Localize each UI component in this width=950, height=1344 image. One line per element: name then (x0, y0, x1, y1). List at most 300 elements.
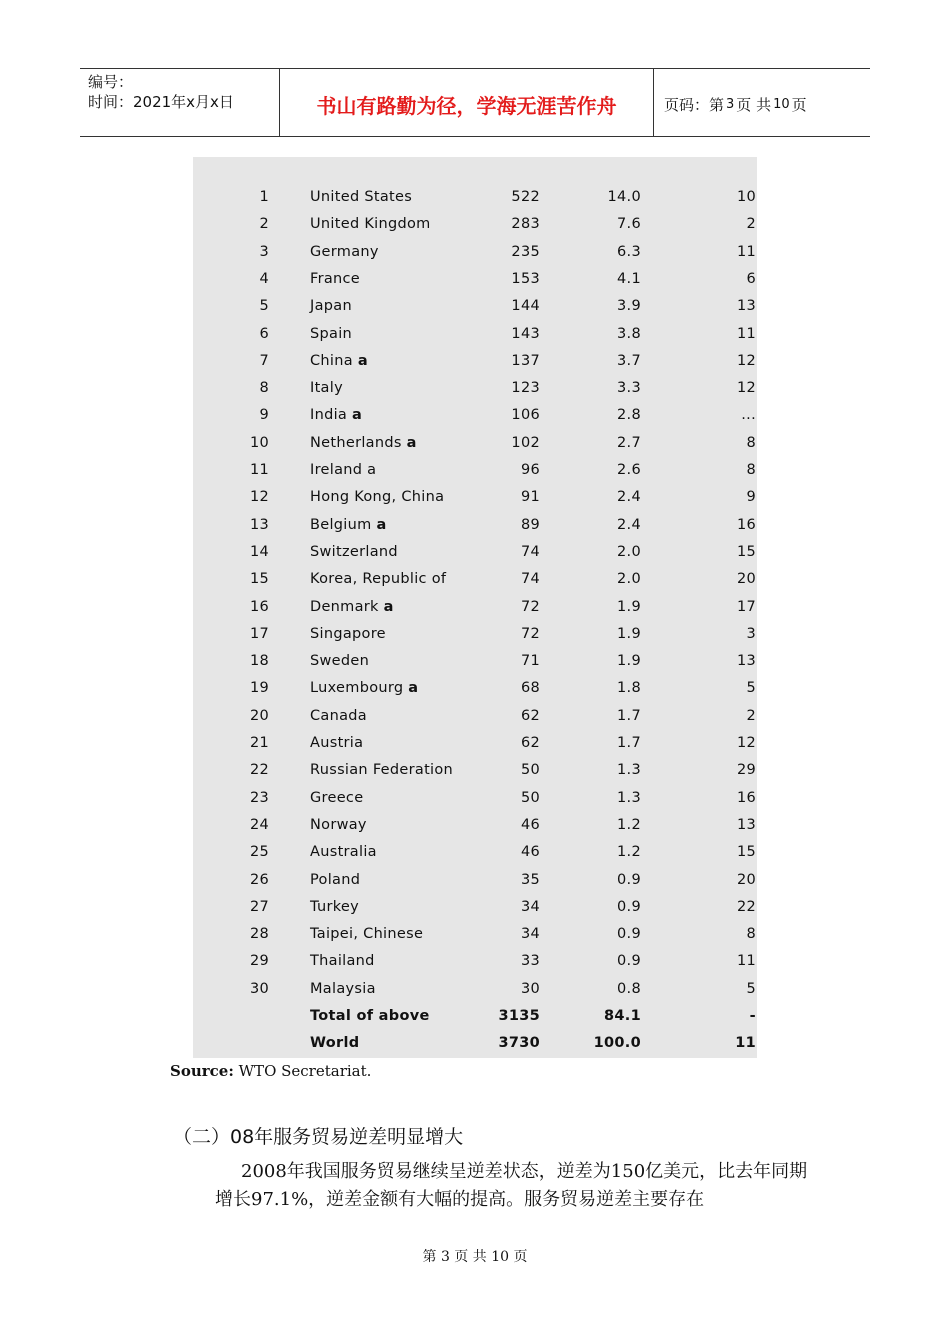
cell-value-text: 34 (520, 926, 540, 943)
cell-change-text: 13 (736, 298, 756, 315)
cell-rank-text: 14 (249, 543, 269, 560)
cell-economy (310, 353, 368, 369)
cell-share-text: 84.1 (604, 1008, 641, 1024)
cell-share-text: 0.9 (617, 953, 641, 970)
table-row (193, 680, 757, 707)
table-row (193, 216, 757, 243)
cell-share (573, 926, 641, 942)
cell-value-text: 62 (520, 707, 540, 724)
cell-share (573, 353, 641, 369)
cell-share (573, 189, 641, 205)
cell-rank-text: 20 (249, 707, 269, 724)
cell-change (683, 326, 756, 342)
page-number: 3 (726, 97, 735, 112)
cell-change-text: 8 (746, 434, 756, 451)
cell-rank-text: 1 (259, 189, 269, 205)
cell-rank-text: 7 (259, 352, 269, 369)
cell-value (483, 626, 540, 642)
cell-change (683, 571, 756, 587)
cell-rank-text: 29 (249, 953, 269, 970)
cell-rank-text: 28 (249, 926, 269, 943)
cell-value (483, 817, 540, 833)
cell-economy-text: Belgium (310, 516, 377, 533)
cell-note-flag: a (376, 516, 387, 533)
table-row (193, 844, 757, 871)
cell-share (573, 626, 641, 642)
page-prefix: 页码：第 (664, 96, 725, 114)
cell-share-text: 100.0 (593, 1035, 641, 1052)
cell-change-text: 11 (736, 325, 756, 342)
cell-share-text: 4.1 (617, 270, 641, 287)
cell-share (573, 407, 641, 423)
cell-share (573, 244, 641, 260)
cell-value-text: 96 (520, 462, 540, 478)
cell-value-text: 72 (520, 625, 540, 642)
cell-share (573, 271, 641, 287)
cell-value-text: 123 (511, 380, 540, 397)
cell-economy (310, 571, 446, 587)
cell-change (683, 735, 756, 751)
cell-rank (193, 189, 269, 205)
cell-share-text: 2.6 (617, 462, 641, 478)
cell-share (573, 680, 641, 696)
cell-value-text: 153 (511, 270, 540, 287)
cell-rank-text: 8 (259, 380, 269, 397)
cell-economy-text: Taipei, Chinese (310, 926, 424, 943)
cell-share (573, 790, 641, 806)
cell-share (573, 762, 641, 778)
cell-change-text: 9 (746, 489, 756, 506)
table-row (193, 790, 757, 817)
cell-change-text: 12 (736, 735, 756, 751)
table-row (193, 544, 757, 571)
cell-value (483, 953, 540, 969)
cell-economy-text: Korea, Republic of (310, 571, 447, 588)
doc-number-label: 编号： (88, 73, 134, 91)
cell-change-text: 11 (736, 953, 756, 970)
cell-change-text: 15 (736, 844, 756, 861)
cell-share (573, 735, 641, 751)
cell-value (483, 735, 540, 751)
cell-value (483, 981, 540, 997)
cell-rank-text: 16 (249, 598, 269, 615)
cell-change-text: 8 (746, 462, 756, 478)
cell-value (483, 1035, 540, 1051)
table-row (193, 872, 757, 899)
table-row (193, 298, 757, 325)
cell-change-text: 6 (746, 270, 756, 287)
cell-share-text: 3.3 (617, 380, 641, 397)
cell-economy-text: Switzerland (310, 543, 398, 560)
cell-share-text: 3.7 (617, 352, 641, 369)
cell-change-text: 20 (736, 571, 756, 588)
cell-rank (193, 708, 269, 724)
cell-change (683, 380, 756, 396)
cell-economy (310, 380, 343, 396)
cell-note-flag: a (352, 407, 363, 424)
table-row (193, 407, 757, 434)
cell-share-text: 1.7 (617, 707, 641, 724)
cell-share (573, 844, 641, 860)
cell-change (683, 953, 756, 969)
cell-value-text: 137 (511, 352, 540, 369)
cell-rank-text: 3 (259, 243, 269, 260)
cell-share (573, 216, 641, 232)
cell-rank (193, 653, 269, 669)
cell-economy (310, 708, 367, 724)
cell-share-text: 0.9 (617, 898, 641, 915)
cell-rank (193, 298, 269, 314)
cell-value (483, 462, 540, 478)
cell-economy-text: India (310, 407, 352, 424)
source-label: Source: (170, 1062, 234, 1080)
cell-value (483, 872, 540, 888)
cell-economy (310, 271, 360, 287)
cell-economy (310, 462, 376, 478)
cell-note-flag: a (406, 434, 417, 451)
cell-economy-text: Luxembourg (310, 680, 409, 697)
cell-rank-text: 18 (249, 653, 269, 670)
cell-share-text: 1.9 (617, 598, 641, 615)
header-page-info (654, 69, 870, 136)
cell-rank (193, 407, 269, 423)
cell-rank (193, 981, 269, 997)
cell-economy-text: Italy (310, 380, 343, 397)
cell-change-text: 10 (736, 189, 756, 205)
table-source (170, 1062, 371, 1080)
cell-share-text: 1.9 (617, 625, 641, 642)
cell-economy-text: United Kingdom (310, 216, 431, 233)
cell-share-text: 7.6 (617, 216, 641, 233)
cell-rank (193, 817, 269, 833)
table-total-row (193, 1035, 757, 1062)
table-row (193, 244, 757, 271)
cell-value (483, 326, 540, 342)
page-header (80, 68, 870, 137)
cell-change (683, 517, 756, 533)
table-row (193, 653, 757, 680)
cell-rank (193, 953, 269, 969)
table-row (193, 462, 757, 489)
cell-change (683, 189, 756, 205)
cell-economy-text: Germany (310, 243, 379, 260)
cell-note-flag: a (357, 352, 368, 369)
table-row (193, 762, 757, 789)
table-row (193, 380, 757, 407)
cell-rank-text: 15 (249, 571, 269, 588)
cell-economy-text: Greece (310, 789, 364, 806)
cell-value (483, 216, 540, 232)
cell-economy-text: Netherlands (310, 434, 407, 451)
cell-share (573, 817, 641, 833)
cell-rank (193, 489, 269, 505)
cell-change-text: 5 (746, 680, 756, 697)
cell-change (683, 353, 756, 369)
cell-change (683, 817, 756, 833)
cell-value (483, 271, 540, 287)
cell-value-text: 3730 (498, 1035, 540, 1052)
cell-value (483, 680, 540, 696)
cell-change-text: 17 (736, 598, 756, 615)
cell-rank-text: 26 (249, 871, 269, 888)
table-row (193, 626, 757, 653)
cell-rank (193, 680, 269, 696)
cell-economy (310, 817, 367, 833)
cell-share (573, 571, 641, 587)
cell-economy-text: Total of above (310, 1008, 430, 1024)
cell-value (483, 708, 540, 724)
cell-rank-text: 17 (249, 625, 269, 642)
cell-economy (310, 653, 369, 669)
cell-value-text: 143 (511, 325, 540, 342)
cell-rank (193, 326, 269, 342)
cell-rank (193, 790, 269, 806)
cell-value-text: 283 (511, 216, 540, 233)
cell-share-text: 1.8 (617, 680, 641, 697)
cell-rank (193, 762, 269, 778)
cell-change (683, 680, 756, 696)
cell-value-text: 34 (520, 898, 540, 915)
cell-change-text: 12 (736, 380, 756, 397)
cell-change (683, 708, 756, 724)
cell-share-text: 1.7 (617, 735, 641, 751)
cell-share-text: 0.9 (617, 926, 641, 943)
cell-rank (193, 353, 269, 369)
cell-economy-text: Australia (310, 844, 377, 861)
cell-economy (310, 407, 362, 423)
cell-value (483, 844, 540, 860)
cell-rank (193, 899, 269, 915)
page-footer: 第 3 页 共 10 页 (422, 1249, 528, 1265)
cell-value-text: 35 (520, 871, 540, 888)
cell-share-text: 3.8 (617, 325, 641, 342)
cell-value (483, 790, 540, 806)
cell-rank-text: 22 (249, 762, 269, 779)
cell-share (573, 435, 641, 451)
cell-share-text: 0.8 (617, 980, 641, 997)
cell-economy (310, 626, 386, 642)
cell-value-text: 106 (511, 407, 540, 424)
cell-value (483, 380, 540, 396)
cell-share-text: 2.7 (617, 434, 641, 451)
cell-change (683, 599, 756, 615)
cell-rank-text: 11 (249, 462, 269, 478)
cell-rank-text: 30 (249, 980, 269, 997)
cell-share (573, 872, 641, 888)
cell-economy (310, 926, 423, 942)
cell-change (683, 489, 756, 505)
cell-value-text: 46 (520, 816, 540, 833)
page-suffix: 页 (791, 96, 807, 114)
page-total: 10 (773, 97, 790, 112)
cell-economy (310, 844, 377, 860)
cell-economy (310, 680, 418, 696)
cell-economy-text: Poland (310, 871, 361, 888)
table-row (193, 926, 757, 953)
cell-share-text: 1.9 (617, 653, 641, 670)
cell-change (683, 544, 756, 560)
cell-rank (193, 872, 269, 888)
header-meta (80, 69, 280, 136)
cell-value-text: 50 (520, 762, 540, 779)
cell-change-text: 29 (736, 762, 756, 779)
cell-change-text: 2 (746, 707, 756, 724)
cell-rank (193, 380, 269, 396)
cell-value (483, 653, 540, 669)
table-row (193, 817, 757, 844)
cell-economy (310, 790, 363, 806)
cell-value-text: 235 (511, 243, 540, 260)
cell-change-text: 12 (736, 352, 756, 369)
cell-change-text: 20 (736, 871, 756, 888)
cell-economy (310, 435, 417, 451)
cell-rank (193, 599, 269, 615)
cell-value (483, 926, 540, 942)
cell-economy-text: Norway (310, 816, 367, 833)
cell-share (573, 489, 641, 505)
cell-change (683, 462, 756, 478)
table-row (193, 489, 757, 516)
cell-share-text: 2.0 (617, 571, 641, 588)
cell-value (483, 489, 540, 505)
cell-economy (310, 981, 376, 997)
cell-value (483, 298, 540, 314)
cell-share (573, 599, 641, 615)
cell-rank-text: 21 (249, 735, 269, 751)
cell-value-text: 72 (520, 598, 540, 615)
cell-share-text: 0.9 (617, 871, 641, 888)
page-mid: 页 共 (736, 96, 772, 114)
table-row (193, 953, 757, 980)
cell-change (683, 872, 756, 888)
cell-change-text: 3 (746, 625, 756, 642)
cell-value-text: 3135 (498, 1008, 540, 1024)
cell-value-text: 46 (520, 844, 540, 861)
cell-rank (193, 216, 269, 232)
cell-share-text: 6.3 (617, 243, 641, 260)
cell-share-text: 1.2 (617, 816, 641, 833)
cell-share-text: 3.9 (617, 298, 641, 315)
cell-rank-text: 4 (259, 270, 269, 287)
cell-economy-text: Russian Federation (310, 762, 454, 779)
cell-change-text: 15 (736, 543, 756, 560)
cell-economy-text: Spain (310, 325, 353, 342)
cell-note-flag: a (408, 680, 419, 697)
cell-share (573, 517, 641, 533)
cell-share (573, 1035, 641, 1051)
cell-share (573, 981, 641, 997)
table-row (193, 571, 757, 598)
cell-rank-text: 13 (249, 516, 269, 533)
cell-change-text: 11 (735, 1035, 756, 1052)
body-paragraph (215, 1158, 815, 1214)
cell-value (483, 189, 540, 205)
cell-economy-text: Ireland a (310, 462, 377, 478)
cell-change (683, 844, 756, 860)
cell-economy (310, 899, 359, 915)
cell-value-text: 62 (520, 735, 540, 751)
cell-rank-text: 23 (249, 789, 269, 806)
cell-rank (193, 517, 269, 533)
cell-rank-text: 24 (249, 816, 269, 833)
cell-economy (310, 489, 444, 505)
cell-economy (310, 599, 394, 615)
cell-rank-text: 6 (259, 325, 269, 342)
cell-economy-text: Hong Kong, China (310, 489, 445, 506)
cell-value-text: 71 (520, 653, 540, 670)
table-row (193, 326, 757, 353)
cell-share-text: 1.2 (617, 844, 641, 861)
table-row (193, 189, 757, 216)
cell-value-text: 89 (520, 516, 540, 533)
cell-rank-text: 5 (259, 298, 269, 315)
cell-value (483, 899, 540, 915)
cell-economy (310, 298, 352, 314)
cell-change (683, 1035, 756, 1051)
paragraph-text: 2008年我国服务贸易继续呈逆差状态，逆差为150亿美元，比去年同期增长97.1%，逆差金额有大幅的提高。服务贸易逆差主要存在 (215, 1161, 808, 1210)
table-row (193, 981, 757, 1008)
cell-economy-text: China (310, 352, 358, 369)
cell-economy (310, 544, 398, 560)
cell-change (683, 1008, 756, 1024)
cell-economy (310, 872, 360, 888)
cell-rank-text: 27 (249, 898, 269, 915)
cell-value-text: 102 (511, 434, 540, 451)
cell-rank-text: 2 (259, 216, 269, 233)
cell-economy-text: Singapore (310, 625, 386, 642)
cell-value (483, 571, 540, 587)
cell-note-flag: a (383, 598, 394, 615)
cell-change (683, 626, 756, 642)
cell-share-text: 14.0 (607, 189, 641, 205)
cell-change-text: - (749, 1008, 756, 1024)
cell-value-text: 33 (520, 953, 540, 970)
cell-share-text: 1.3 (617, 789, 641, 806)
cell-economy (310, 735, 363, 751)
cell-value (483, 517, 540, 533)
cell-value (483, 599, 540, 615)
cell-value (483, 762, 540, 778)
cell-share (573, 544, 641, 560)
cell-value-text: 68 (520, 680, 540, 697)
cell-value (483, 244, 540, 260)
cell-value-text: 30 (520, 980, 540, 997)
cell-economy (310, 216, 431, 232)
cell-rank (193, 244, 269, 260)
cell-change-text: 13 (736, 653, 756, 670)
cell-economy-text: France (310, 270, 361, 287)
cell-change (683, 298, 756, 314)
table-row (193, 517, 757, 544)
cell-rank (193, 544, 269, 560)
source-text: WTO Secretariat. (233, 1062, 372, 1080)
cell-economy-text: Denmark (310, 598, 384, 615)
cell-economy-text: United States (310, 189, 413, 205)
cell-share (573, 1008, 641, 1024)
doc-time-label: 时间：2021年x月x日 (88, 93, 234, 111)
cell-economy-text: Sweden (310, 653, 370, 670)
cell-value-text: 144 (511, 298, 540, 315)
cell-change-text: 16 (736, 789, 756, 806)
cell-change (683, 435, 756, 451)
cell-rank (193, 626, 269, 642)
table-total-row (193, 1008, 757, 1035)
cell-rank (193, 462, 269, 478)
cell-change (683, 653, 756, 669)
header-motto: 书山有路勤为径，学海无涯苦作舟 (280, 69, 654, 136)
cell-rank-text: 10 (249, 434, 269, 451)
cell-share (573, 899, 641, 915)
